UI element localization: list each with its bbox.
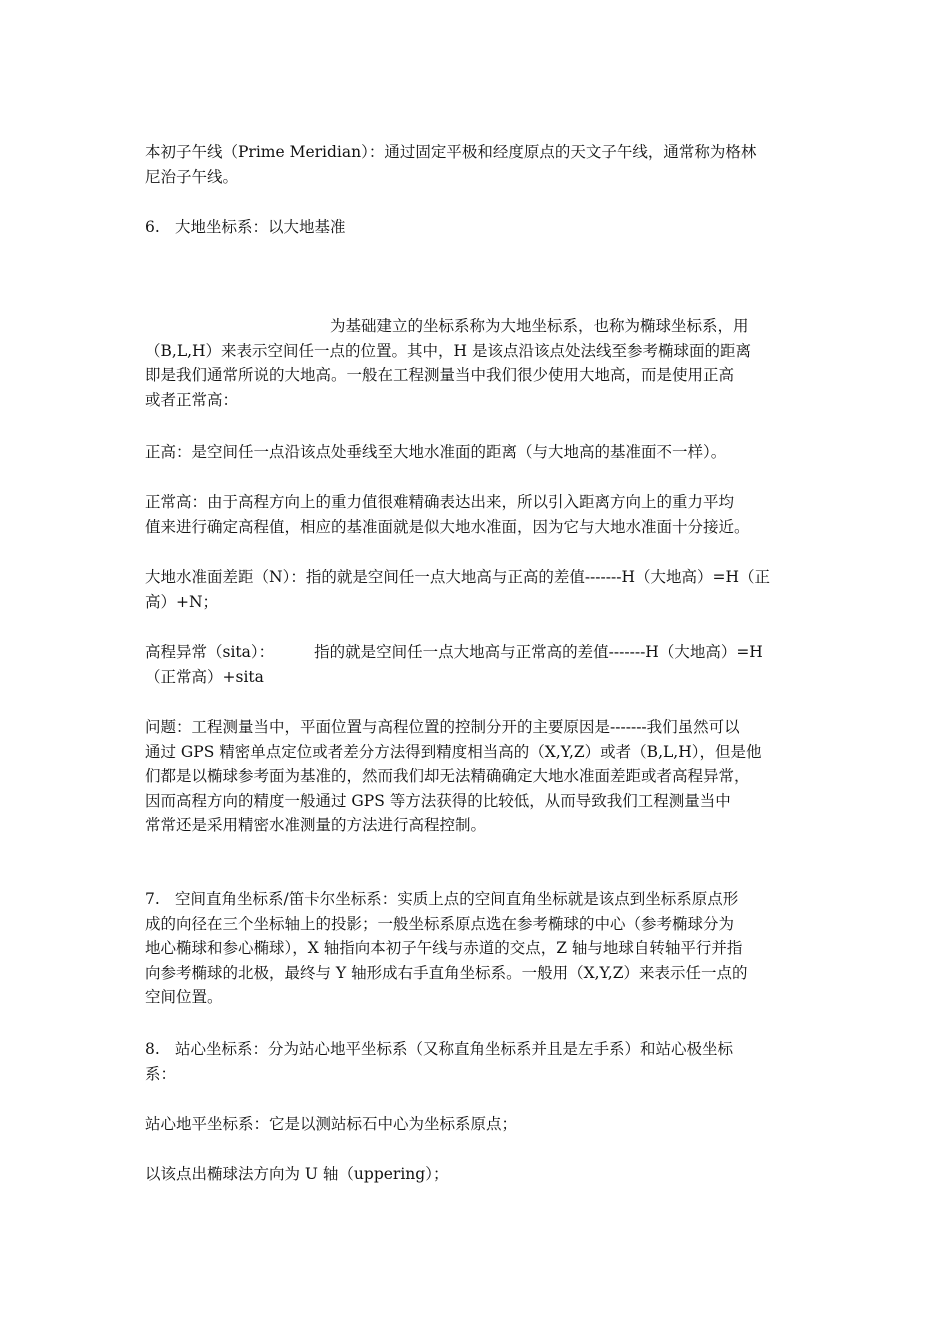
text-line: 正常高：由于高程方向上的重力值很难精确表达出来，所以引入距离方向上的重力平均 <box>145 493 735 511</box>
text-line: 地心椭球和参心椭球），X 轴指向本初子午线与赤道的交点，Z 轴与地球自转轴平行并指 <box>145 939 743 957</box>
text-line: 站心地平坐标系：它是以测站标石中心为坐标系原点； <box>145 1115 518 1133</box>
text-line: 成的向径在三个坐标轴上的投影；一般坐标系原点选在参考椭球的中心（参考椭球分为 <box>145 914 735 933</box>
text-line: 值来进行确定高程值，相应的基准面就是似大地水准面，因为它与大地水准面十分接近。 <box>145 517 750 536</box>
text-line: 或者正常高： <box>145 390 239 409</box>
text-line: 空间位置。 <box>145 988 223 1006</box>
term-label: 高程异常（sita）： <box>145 643 275 661</box>
text-line: 大地水准面差距（N）：指的就是空间任一点大地高与正高的差值-------H（大地高）=H（正 <box>145 568 770 586</box>
text-line: 正高：是空间任一点沿该点处垂线至大地水准面的距离（与大地高的基准面不一样）。 <box>145 443 727 461</box>
text-line: 们都是以椭球参考面为基准的，然而我们却无法精确确定大地水准面差距或者高程异常， <box>145 767 750 785</box>
paragraph-geodetic-coordinates <box>145 314 810 412</box>
text-line: （正常高）+sita <box>145 667 264 686</box>
section-number: 7. <box>145 890 160 908</box>
paragraph-height-anomaly <box>145 640 810 689</box>
section-number: 8. <box>145 1040 160 1058</box>
section-8-topocentric <box>145 1037 810 1086</box>
text-line: 因而高程方向的精度一般通过 GPS 等方法获得的比较低，从而导致我们工程测量当中 <box>145 791 731 810</box>
paragraph-u-axis <box>145 1162 810 1187</box>
paragraph-question <box>145 715 810 838</box>
paragraph-orthometric-height <box>145 440 810 465</box>
paragraph-geoid-undulation <box>145 565 810 614</box>
section-7-cartesian <box>145 887 810 1010</box>
section-title: 大地坐标系：以大地基准 <box>175 218 346 236</box>
text-line: 常常还是采用精密水准测量的方法进行高程控制。 <box>145 816 487 834</box>
text-line: 站心坐标系：分为站心地平坐标系（又称直角坐标系并且是左手系）和站心极坐标 <box>175 1040 734 1058</box>
text-line: 尼治子午线。 <box>145 167 239 186</box>
text-line: 高）+N； <box>145 592 219 611</box>
text-line: 向参考椭球的北极，最终与 Y 轴形成右手直角坐标系。一般用（X,Y,Z）来表示任一点的 <box>145 963 748 982</box>
section-number: 6. <box>145 218 160 236</box>
paragraph-normal-height <box>145 490 810 539</box>
paragraph-topocentric-horizon <box>145 1112 810 1137</box>
text-line: 本初子午线（Prime Meridian）：通过固定平极和经度原点的天文子午线，通常称为格林 <box>145 143 757 161</box>
text-line: 通过 GPS 精密单点定位或者差分方法得到精度相当高的（X,Y,Z）或者（B,L,H），但是他 <box>145 742 762 761</box>
text-line: 问题：工程测量当中，平面位置与高程位置的控制分开的主要原因是-------我们虽然可以 <box>145 718 740 736</box>
section-6-heading <box>145 215 810 240</box>
text-line: 以该点出椭球法方向为 U 轴（uppering）； <box>145 1165 449 1183</box>
text-line: 即是我们通常所说的大地高。一般在工程测量当中我们很少使用大地高，而是使用正高 <box>145 366 735 384</box>
text-line: 指的就是空间任一点大地高与正常高的差值-------H（大地高）=H <box>314 643 763 661</box>
paragraph-prime-meridian <box>145 140 810 189</box>
text-line: 为基础建立的坐标系称为大地坐标系，也称为椭球坐标系，用 <box>330 317 749 335</box>
text-line: （B,L,H）来表示空间任一点的位置。其中，H 是该点沿该点处法线至参考椭球面的距离 <box>145 341 752 360</box>
text-line: 系： <box>145 1064 177 1083</box>
text-line: 空间直角坐标系/笛卡尔坐标系：实质上点的空间直角坐标就是该点到坐标系原点形 <box>175 890 739 908</box>
